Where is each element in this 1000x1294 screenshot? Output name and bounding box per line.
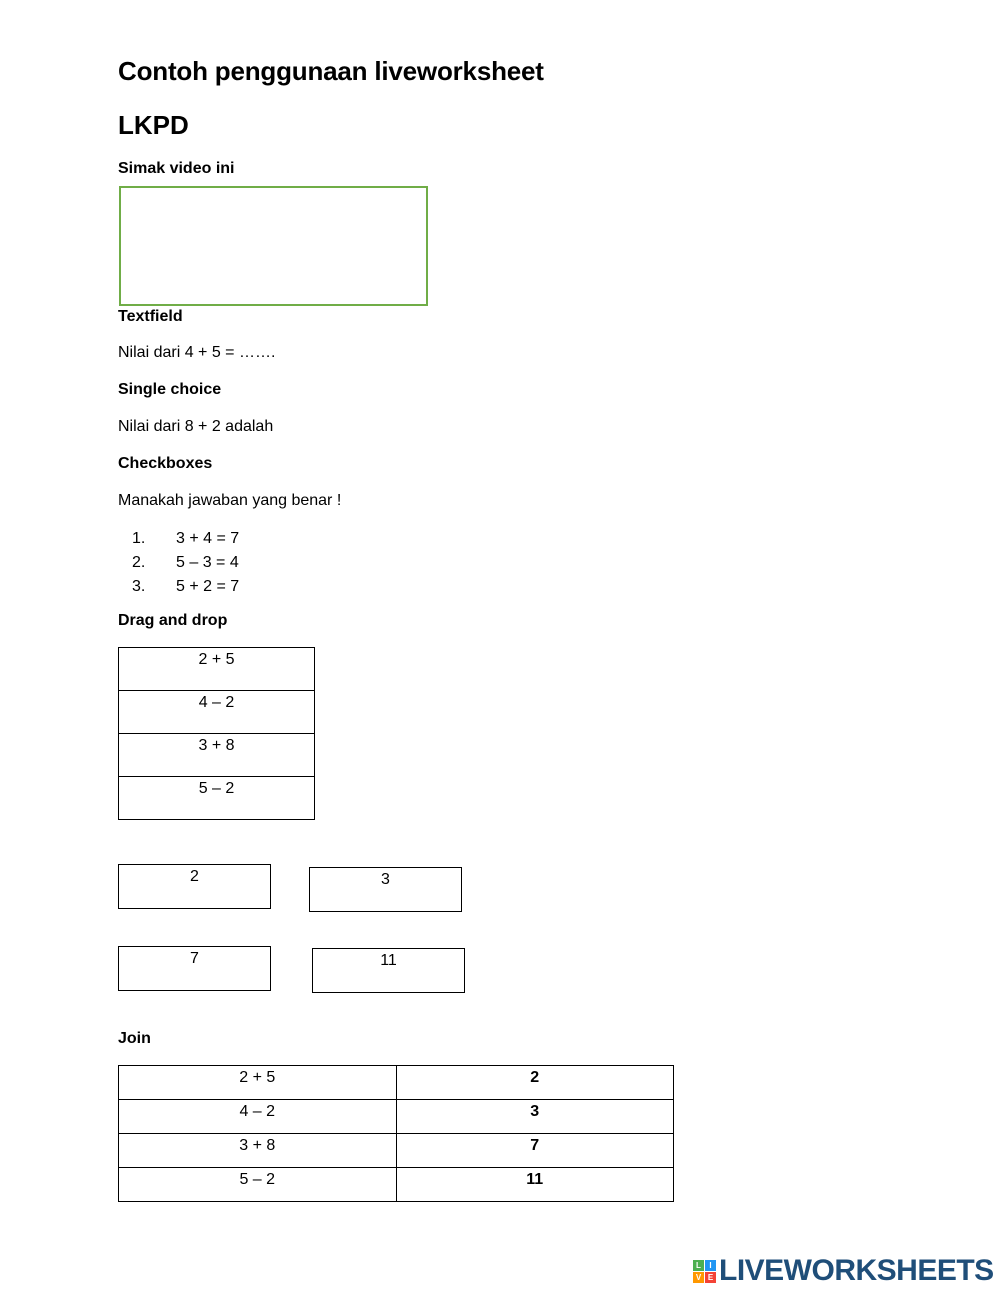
join-left-cell[interactable]: 3 + 8 [119, 1134, 397, 1168]
answer-list [118, 527, 239, 599]
list-item[interactable] [118, 527, 239, 551]
join-left-cell[interactable]: 2 + 5 [119, 1066, 397, 1100]
liveworksheets-logo [693, 1254, 994, 1288]
drop-target[interactable]: 3 + 8 [119, 734, 315, 777]
join-right-cell[interactable]: 7 [396, 1134, 674, 1168]
drop-target[interactable]: 4 – 2 [119, 691, 315, 734]
join-left-cell[interactable]: 4 – 2 [119, 1100, 397, 1134]
page-title: Contoh penggunaan liveworksheet [118, 56, 544, 86]
join-left-cell[interactable]: 5 – 2 [119, 1168, 397, 1202]
page-subtitle: LKPD [118, 110, 189, 140]
list-item-text: 3 + 4 = 7 [176, 530, 240, 547]
drag-option[interactable]: 3 [309, 867, 462, 912]
join-label: Join [118, 1030, 151, 1047]
drag-drop-target-table [118, 647, 315, 820]
list-item-number: 3. [132, 578, 146, 595]
join-right-cell[interactable]: 2 [396, 1066, 674, 1100]
list-item[interactable] [118, 575, 239, 599]
list-item-text: 5 – 3 = 4 [176, 554, 239, 571]
join-table [118, 1065, 674, 1202]
table-row [119, 1134, 674, 1168]
drag-option[interactable]: 2 [118, 864, 271, 909]
join-right-cell[interactable]: 11 [396, 1168, 674, 1202]
checkboxes-question: Manakah jawaban yang benar ! [118, 492, 342, 509]
logo-mark-icon: L I V E [693, 1260, 716, 1283]
list-item-number: 2. [132, 554, 146, 571]
list-item-number: 1. [132, 530, 146, 547]
textfield-label: Textfield [118, 308, 183, 325]
video-label: Simak video ini [118, 160, 235, 177]
drop-target[interactable]: 2 + 5 [119, 648, 315, 691]
drag-drop-label: Drag and drop [118, 612, 228, 629]
join-right-cell[interactable]: 3 [396, 1100, 674, 1134]
table-row [119, 1100, 674, 1134]
list-item-text: 5 + 2 = 7 [176, 578, 240, 595]
single-choice-label: Single choice [118, 381, 222, 398]
drop-target[interactable]: 5 – 2 [119, 777, 315, 820]
drag-option[interactable]: 11 [312, 948, 465, 993]
checkboxes-label: Checkboxes [118, 455, 213, 472]
single-choice-question: Nilai dari 8 + 2 adalah [118, 418, 274, 435]
drag-option[interactable]: 7 [118, 946, 271, 991]
table-row [119, 1168, 674, 1202]
list-item[interactable] [118, 551, 239, 575]
video-embed-box[interactable] [119, 186, 428, 306]
logo-text: LIVEWORKSHEETS [719, 1254, 994, 1287]
table-row [119, 1066, 674, 1100]
textfield-question: Nilai dari 4 + 5 = ……. [118, 344, 276, 361]
